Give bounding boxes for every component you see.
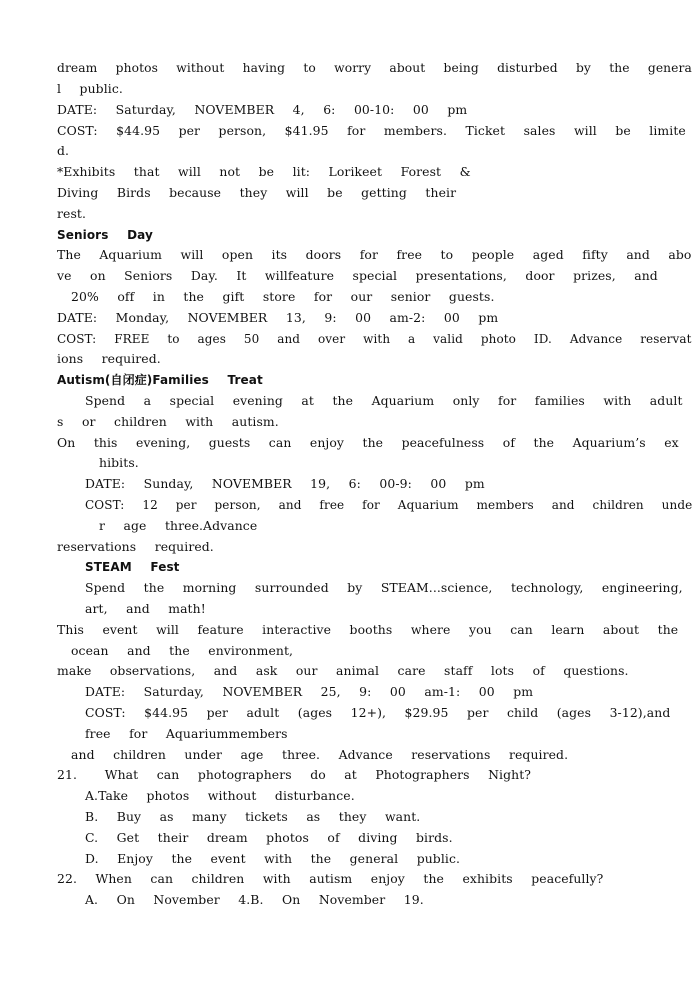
text-line: Spend a special evening at the Aquarium only for families with adult bbox=[85, 393, 683, 408]
text-line: C. Get their dream photos of diving birds. bbox=[85, 830, 453, 845]
text-line: make observations, and ask our animal care staff lots of questions. bbox=[57, 663, 629, 678]
text-line: DATE: Saturday, NOVEMBER 25, 9: 00 am-1: 00 pm bbox=[85, 684, 534, 699]
section-heading: STEAM Fest bbox=[85, 560, 180, 574]
text-line: This event will feature interactive booths where you can learn about the bbox=[57, 622, 679, 637]
text-line: *Exhibits that will not be lit: Lorikeet Forest & bbox=[57, 164, 471, 179]
text-line: art, and math! bbox=[85, 601, 206, 616]
text-line: DATE: Monday, NOVEMBER 13, 9: 00 am-2: 00 pm bbox=[57, 310, 499, 325]
text-line: reservations required. bbox=[57, 539, 214, 554]
text-line: COST: FREE to ages 50 and over with a valid photo ID. Advance reservat bbox=[57, 331, 692, 346]
text-line: ions required. bbox=[57, 351, 161, 366]
text-line: dream photos without having to worry about being disturbed by the genera bbox=[57, 60, 692, 75]
text-line: hibits. bbox=[99, 455, 139, 470]
text-line: DATE: Saturday, NOVEMBER 4, 6: 00-10: 00 pm bbox=[57, 102, 468, 117]
text-line: d. bbox=[57, 143, 70, 158]
text-line: B. Buy as many tickets as they want. bbox=[85, 809, 421, 824]
text-line: Diving Birds because they will be getting their bbox=[57, 185, 457, 200]
text-line: s or children with autism. bbox=[57, 414, 279, 429]
text-line: D. Enjoy the event with the general public. bbox=[85, 851, 461, 866]
text-line: COST: $44.95 per person, $41.95 for members. Ticket sales will be limite bbox=[57, 123, 686, 138]
section-heading: Seniors Day bbox=[57, 228, 153, 242]
text-line: COST: 12 per person, and free for Aquarium members and children unde bbox=[85, 497, 693, 512]
text-line: A.Take photos without disturbance. bbox=[85, 788, 355, 803]
text-line: The Aquarium will open its doors for free to people aged fifty and abo bbox=[57, 247, 692, 262]
text-line: free for Aquariummembers bbox=[85, 726, 288, 741]
text-line: 21. What can photographers do at Photographers Night? bbox=[57, 767, 532, 782]
text-line: r age three.Advance bbox=[99, 518, 258, 533]
text-line: 22. When can children with autism enjoy the exhibits peacefully? bbox=[57, 871, 604, 886]
text-line: ve on Seniors Day. It willfeature special presentations, door prizes, and bbox=[57, 268, 658, 283]
text-line: rest. bbox=[57, 206, 87, 221]
text-line: Spend the morning surrounded by STEAM...science, technology, engineering, bbox=[85, 580, 683, 595]
text-line: On this evening, guests can enjoy the peacefulness of the Aquarium’s ex bbox=[57, 435, 679, 450]
text-line: A. On November 4.B. On November 19. bbox=[85, 892, 424, 907]
text-line: 20% off in the gift store for our senior guests. bbox=[71, 289, 495, 304]
text-line: DATE: Sunday, NOVEMBER 19, 6: 00-9: 00 pm bbox=[85, 476, 485, 491]
text-line: COST: $44.95 per adult (ages 12+), $29.95 per child (ages 3-12),and bbox=[85, 705, 671, 720]
section-heading: Autism(自闭症)Families Treat bbox=[57, 373, 263, 387]
text-line: l public. bbox=[57, 81, 123, 96]
text-line: ocean and the environment, bbox=[71, 643, 294, 658]
text-line: and children under age three. Advance reservations required. bbox=[71, 747, 569, 762]
